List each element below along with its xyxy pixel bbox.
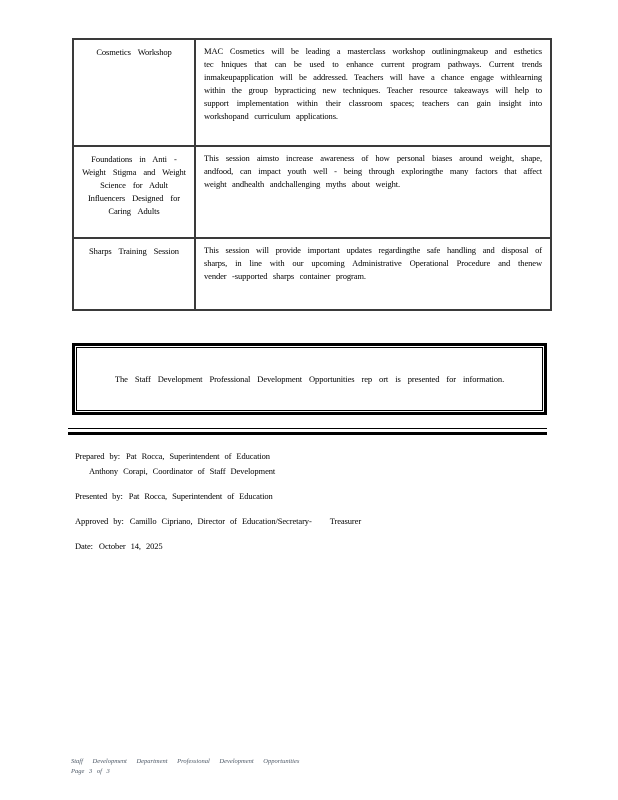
- workshop-title-cell: [74, 239, 196, 309]
- signature-block: [75, 450, 361, 553]
- workshop-description: MAC Cosmetics will be leading a masterclass workshop outliningmakeup and esthetics tec hniques that can be used to enhance current program pathways. Current trends inmakeupapplication will be addressed. Teachers will have a chance engage withlearning within the group bypracticing new techniques. Teacher resource takeaways will help to support implementation within their classroom spaces; teachers can gain insight into workshopand curriculum applications.: [204, 46, 542, 121]
- date-value: October 14, 2025: [98, 541, 163, 551]
- workshop-description-cell: [196, 147, 550, 237]
- approved-by-name-tail: Treasurer: [329, 516, 362, 526]
- workshop-description: This session will provide important updates regardingthe safe handling and disposal of sharps, in line with our upcoming Administrative Operational Procedure and thenew vender -supported sharps container program.: [204, 245, 542, 281]
- approved-by-line: [75, 515, 361, 528]
- date-label: Date:: [75, 541, 93, 551]
- table-row-cosmetics-workshop: [74, 40, 550, 147]
- footer-department-line: Staff Development Department Professional Development Opportunities: [71, 758, 300, 765]
- approved-by-label: Approved by:: [75, 516, 124, 526]
- workshop-title: Foundations in Anti - Weight Stigma and Weight Science for Adult Influencers Designed for Caring Adults: [82, 154, 186, 216]
- workshop-description: This session aimsto increase awareness of how personal biases around weight, shape, andfood, can impact youth well - being through exploringthe many factors that affect weight andhealth andchallenging myths about weight.: [204, 153, 542, 189]
- presented-by-label: Presented by:: [75, 491, 123, 501]
- workshop-title-cell: [74, 40, 196, 145]
- statement-box-inner: [76, 347, 543, 411]
- presented-by-name: Pat Rocca, Superintendent of Education: [128, 491, 273, 501]
- workshop-title: Sharps Training Session: [89, 246, 179, 256]
- prepared-by-line: [75, 450, 361, 463]
- section-divider: [68, 428, 547, 435]
- prepared-by-name: Pat Rocca, Superintendent of Education: [126, 451, 270, 461]
- workshop-title: Cosmetics Workshop: [96, 47, 172, 57]
- table-row-sharps-training: [74, 239, 550, 309]
- statement-box: [72, 343, 547, 415]
- prepared-by-label: Prepared by:: [75, 451, 120, 461]
- table-row-anti-weight-stigma: [74, 147, 550, 239]
- workshop-table: [72, 38, 552, 311]
- workshop-description-cell: [196, 40, 550, 145]
- date-line: [75, 540, 361, 553]
- footer-page-number: Page 3 of 3: [71, 768, 110, 775]
- statement-text: The Staff Development Professional Development Opportunities rep ort is presented for information.: [114, 373, 505, 384]
- workshop-title-cell: [74, 147, 196, 237]
- workshop-description-cell: [196, 239, 550, 309]
- prepared-by-name-2: Anthony Corapi, Coordinator of Staff Development: [89, 466, 276, 476]
- prepared-by-second-line: [89, 465, 361, 478]
- presented-by-line: [75, 490, 361, 503]
- approved-by-name: Camillo Cipriano, Director of Education/Secretary-: [129, 516, 312, 526]
- page-footer: [71, 757, 299, 777]
